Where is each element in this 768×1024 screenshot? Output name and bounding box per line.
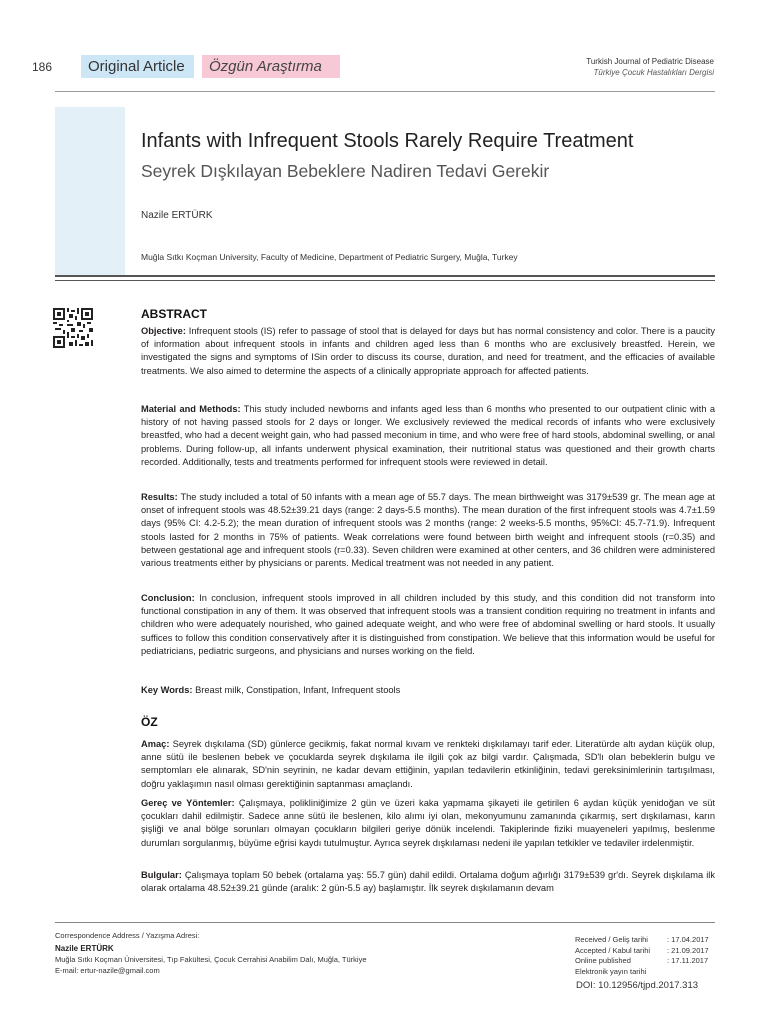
journal-name-tr: Türkiye Çocuk Hastalıkları Dergisi bbox=[593, 68, 714, 77]
received-label: Received / Geliş tarihi bbox=[575, 935, 648, 944]
methods-text: This study included newborns and infants aged less than 6 months who presented to our outpatient clinic with a history of not having passed stools for 2 days or longer. We exclusively reviewed the medical records of infants who were exclusively breastfed, who had a decent weight gain, who had passed meconium in time, and who were free of hard stools, abdominal swelling, or anal problems. During follow-up, all infants underwent physical examination, their nutritional status was questioned and their growth charts recorded. Additionally, tests and treatments performed for infrequent stools were reviewed in detail. bbox=[141, 404, 715, 467]
keywords-text: Breast milk, Constipation, Infant, Infrequent stools bbox=[195, 685, 401, 695]
abstract-methods bbox=[141, 403, 715, 469]
oz-amac bbox=[141, 738, 715, 791]
online-date: : 17.11.2017 bbox=[667, 956, 709, 965]
abstract-heading: ABSTRACT bbox=[141, 307, 207, 321]
methods-label: Material and Methods: bbox=[141, 404, 241, 414]
objective-text: Infrequent stools (IS) refer to passage of stool that is delayed for days but has normal consistency and color. There is a paucity of information about infrequent stools in infants and children aged less than 6 months who are exclusively breastfed. Herein, we investigated the signs and symptoms of ISin order to discuss its course, duration, and need for treatment, and the efficacies of available treatments. We also aimed to determine the aspects of a clinically appropriate approach for affected patients. bbox=[141, 326, 715, 376]
amac-label: Amaç: bbox=[141, 739, 170, 749]
doi: DOI: 10.12956/tjpd.2017.313 bbox=[576, 980, 699, 991]
oz-bulgular bbox=[141, 869, 715, 895]
received-date: : 17.04.2017 bbox=[667, 935, 709, 944]
correspondence-heading: Correspondence Address / Yazışma Adresi: bbox=[55, 931, 200, 940]
title-rule-2 bbox=[55, 280, 715, 281]
correspondence-name: Nazile ERTÜRK bbox=[55, 944, 114, 953]
journal-name-en: Turkish Journal of Pediatric Disease bbox=[586, 57, 714, 66]
online-label: Online published bbox=[575, 956, 631, 965]
oz-heading: ÖZ bbox=[141, 715, 158, 729]
abstract-objective bbox=[141, 325, 715, 378]
results-text: The study included a total of 50 infants with a mean age of 55.7 days. The mean birthweight was 3179±539 gr. The mean age at onset of infrequent stools was 48.52±39.21 days (range: 2 days-5.5 months). The mean duration of the first infrequent stools was 4.7±1.59 days (95% CI: 4.2-5.2); the mean duration of infrequent stools was 2 months (range: 2 weeks-5.5 months, 95%CI: 45.7-71.9). Infrequent stools lasted for 2 months in 75% of patients. Weak correlations were found between birth weight and infrequent stools (r=0.35) and between gestational age and infrequent stools (r=0.33). Seven children were examined at other centers, and 36 children were administered various treatments either by physicians or parents. Medical treatment was not needed in any patient. bbox=[141, 492, 715, 569]
conclusion-label: Conclusion: bbox=[141, 593, 195, 603]
footer-rule bbox=[55, 922, 715, 923]
side-panel bbox=[55, 107, 125, 275]
category-tr: Özgün Araştırma bbox=[209, 58, 322, 75]
qr-code-icon bbox=[53, 308, 93, 348]
title-en: Infants with Infrequent Stools Rarely Require Treatment bbox=[141, 130, 634, 152]
conclusion-text: In conclusion, infrequent stools improved in all children included by this study, and this condition did not transform into functional constipation in any of them. It was observed that infrequent stools was a transient condition requiring no treatment in infants and children who were adequately nourished, who gained adequate weight, and who were free of abdominal swelling or hard stools. It usually suffices to follow this condition conservatively after it is distinguished from constipation. We believe that this information would be useful for pediatricians, pediatric surgeons, and physicians and nurses working on the field. bbox=[141, 593, 715, 656]
gerec-text: Çalışmaya, polikliniğimize 2 gün ve üzeri kaka yapmama şikayeti ile getirilen 6 aydan küçük yenidoğan ve süt çocukları dahil edilmiştir. Sadece anne sütü ile beslenen, kilo alımı iyi olan, mekonyumunu zamanında çıkarmış, sert dışkılaması, karın şişliği ve anal bölge sorunları olmayan çocukların bilgileri geriye dönük incelendi. Takiplerinde fiziki muayeneleri yapılmış, beslenme durumları sorgulanmış, büyüme eğrisi kaydı tutulmuştur. Ayrıca seyrek dışkılaması nedeni ile yapılan tetkikler ve tedaviler irdelenmiştir. bbox=[141, 798, 715, 848]
accepted-label: Accepted / Kabul tarihi bbox=[575, 945, 651, 955]
objective-label: Objective: bbox=[141, 326, 186, 336]
online-tr-label: Elektronik yayın tarihi bbox=[575, 966, 647, 976]
bulgular-label: Bulgular: bbox=[141, 870, 182, 880]
category-en: Original Article bbox=[88, 58, 185, 75]
correspondence-email: E-mail: ertur-nazile@gmail.com bbox=[55, 966, 160, 975]
oz-gerec bbox=[141, 797, 715, 850]
keywords-label: Key Words: bbox=[141, 685, 193, 695]
page-number: 186 bbox=[32, 60, 53, 74]
results-label: Results: bbox=[141, 492, 178, 502]
affiliation: Muğla Sıtkı Koçman University, Faculty of Medicine, Department of Pediatric Surgery, Muğla, Turkey bbox=[141, 252, 518, 262]
header-rule bbox=[55, 91, 715, 92]
correspondence-address: Muğla Sıtkı Koçman Üniversitesi, Tıp Fakültesi, Çocuk Cerrahisi Anabilim Dalı, Muğla, Türkiye bbox=[55, 955, 367, 964]
abstract-conclusion bbox=[141, 592, 715, 658]
gerec-label: Gereç ve Yöntemler: bbox=[141, 798, 235, 808]
abstract-results bbox=[141, 491, 715, 570]
title-tr: Seyrek Dışkılayan Bebeklere Nadiren Tedavi Gerekir bbox=[141, 161, 550, 181]
author: Nazile ERTÜRK bbox=[141, 210, 213, 221]
article-dates bbox=[575, 935, 709, 977]
title-rule-1 bbox=[55, 275, 715, 277]
amac-text: Seyrek dışkılama (SD) günlerce gecikmiş, fakat normal kıvam ve renkteki dışkılamayı tarif eder. Literatürde altı aydan küçük olup, anne sütü ile beslenen bebek ve çocuklarda seyrek dışkılama ile ilgili çok az bilgi vardır. Çalışmada, SD'lı olan bebeklerin bulgu ve semptomları ele alınarak, SD'nin seyrinin, ne kadar devam ettiğinin, yapılan tedavilerin etkinliğinin, tedavi gereksinimlerinin tartışılması, doğru yaklaşımın nasıl olması gerektiğinin saptanması amaçlandı. bbox=[141, 739, 715, 789]
bulgular-text: Çalışmaya toplam 50 bebek (ortalama yaş: 55.7 gün) dahil edildi. Ortalama doğum ağırlığı 3179±539 gr'dı. Seyrek dışkılama ilk olarak ortalama 48.52±39.21 günde (aralık: 2 gün-5.5 ay) başlamıştır. İlk seyrek dışkılamanın devam bbox=[141, 870, 715, 894]
abstract-keywords bbox=[141, 684, 715, 697]
accepted-date: : 21.09.2017 bbox=[667, 945, 709, 955]
